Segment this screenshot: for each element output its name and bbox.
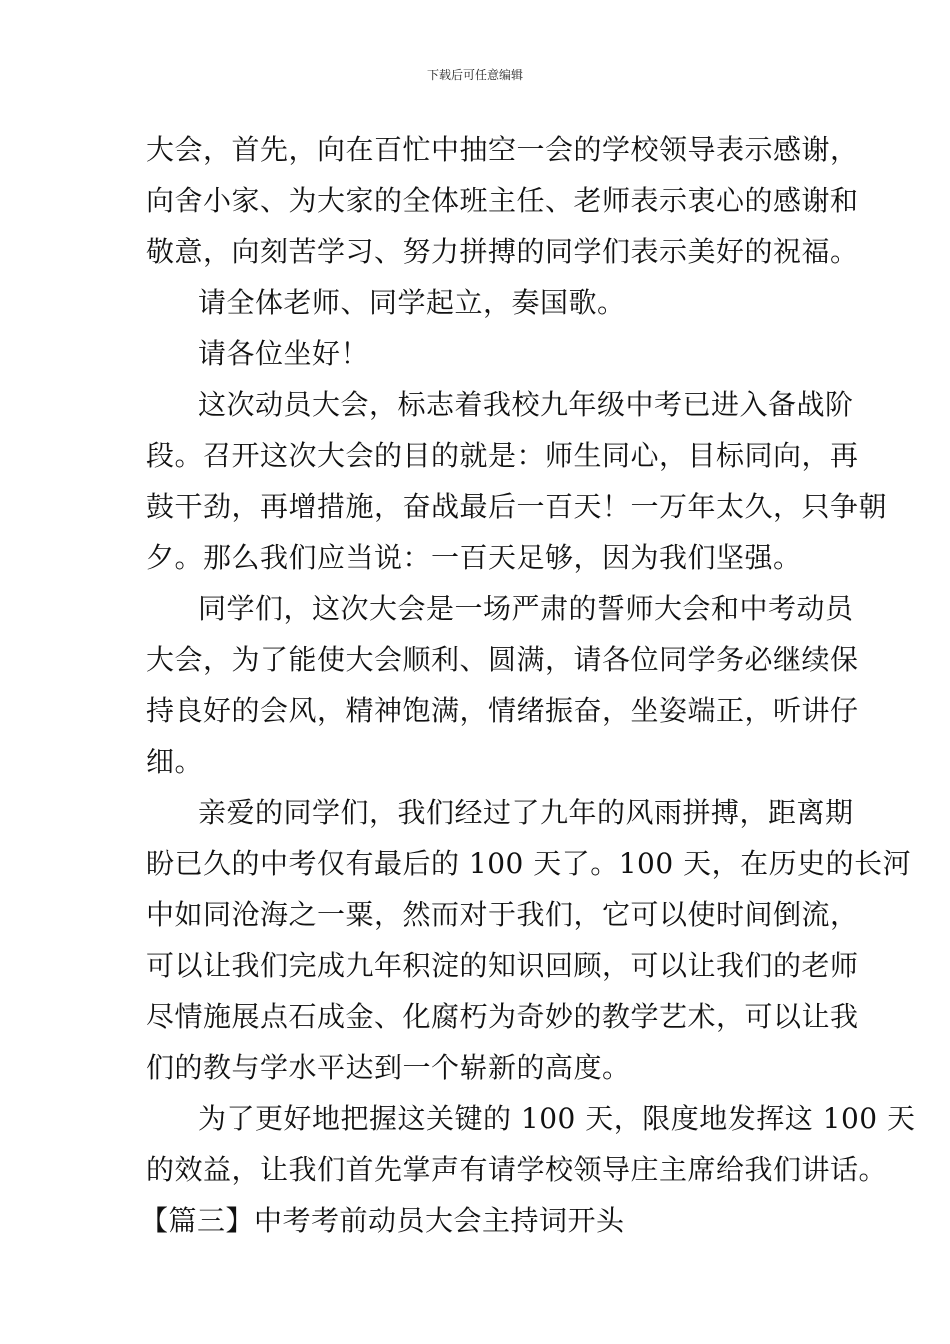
- paragraph-line: 中如同沧海之一粟，然而对于我们，它可以使时间倒流，: [146, 898, 859, 931]
- paragraph-line: 请各位坐好！: [198, 337, 370, 370]
- paragraph-line: 持良好的会风，精神饱满，情绪振奋，坐姿端正，听讲仔: [146, 694, 859, 727]
- paragraph-line: 大会，为了能使大会顺利、圆满，请各位同学务必继续保: [146, 643, 859, 676]
- paragraph-line: 亲爱的同学们，我们经过了九年的风雨拼搏，距离期: [198, 796, 854, 829]
- paragraph-line: 盼已久的中考仅有最后的 100 天了。100 天，在历史的长河: [146, 847, 912, 880]
- paragraph-line: 同学们，这次大会是一场严肃的誓师大会和中考动员: [198, 592, 854, 625]
- page-header-note: 下载后可任意编辑: [426, 68, 523, 82]
- paragraph-line: 尽情施展点石成金、化腐朽为奇妙的教学艺术，可以让我: [146, 1000, 859, 1033]
- paragraph-line: 的效益，让我们首先掌声有请学校领导庄主席给我们讲话。: [146, 1153, 888, 1186]
- paragraph-line: 可以让我们完成九年积淀的知识回顾，可以让我们的老师: [146, 949, 859, 982]
- paragraph-line: 段。召开这次大会的目的就是：师生同心，目标同向，再: [146, 439, 859, 472]
- paragraph-line: 细。: [146, 745, 204, 778]
- paragraph-line: 向舍小家、为大家的全体班主任、老师表示衷心的感谢和: [146, 184, 859, 217]
- paragraph-line: 大会，首先，向在百忙中抽空一会的学校领导表示感谢，: [146, 133, 859, 166]
- paragraph-line: 请全体老师、同学起立，奏国歌。: [198, 286, 626, 319]
- paragraph-line: 敬意，向刻苦学习、努力拼搏的同学们表示美好的祝福。: [146, 235, 859, 268]
- paragraph-line: 鼓干劲，再增措施，奋战最后一百天！一万年太久，只争朝: [146, 490, 888, 523]
- paragraph-line: 为了更好地把握这关键的 100 天，限度地发挥这 100 天: [198, 1102, 916, 1135]
- paragraph-line: 这次动员大会，标志着我校九年级中考已进入备战阶: [198, 388, 854, 421]
- document-body: [140, 124, 916, 1246]
- paragraph-line: 夕。那么我们应当说：一百天足够，因为我们坚强。: [146, 541, 802, 574]
- section-heading: 【篇三】中考考前动员大会主持词开头: [140, 1204, 625, 1237]
- paragraph-line: 们的教与学水平达到一个崭新的高度。: [146, 1051, 631, 1084]
